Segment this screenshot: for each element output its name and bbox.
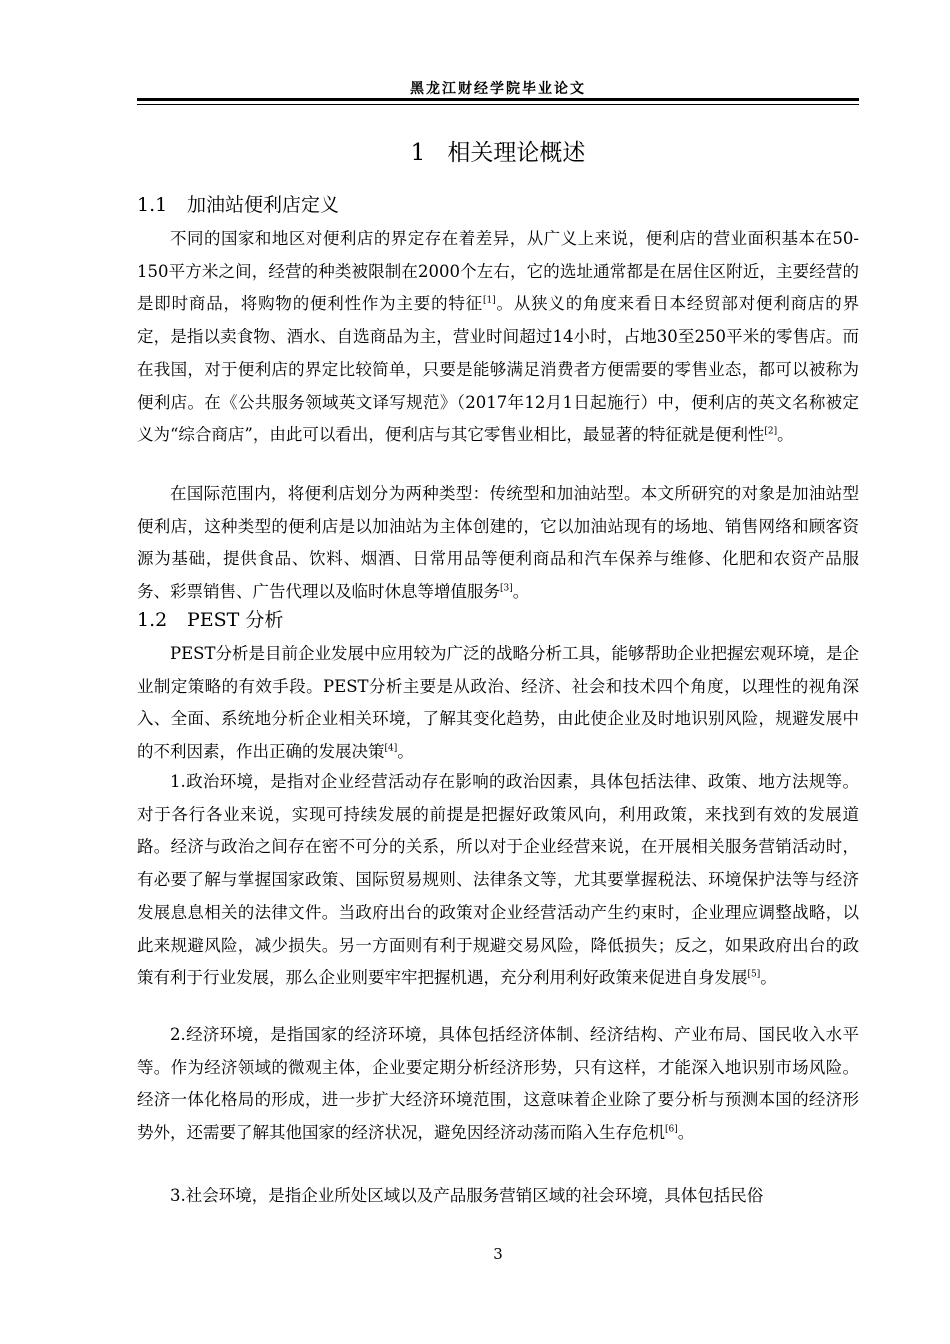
section-number: 1.1	[137, 194, 168, 216]
citation-ref: [3]	[500, 583, 513, 594]
citation-ref: [1]	[482, 295, 496, 306]
citation-ref: [5]	[747, 969, 761, 980]
section-number: 1.2	[137, 609, 168, 631]
paragraph-2: 在国际范围内，将便利店划分为两种类型：传统型和加油站型。本文所研究的对象是加油站型便利店，这种类型的便利店是以加油站为主体创建的，它以加油站现有的场地、销售网络和顾客资源为基础，提供食品、饮料、烟酒、日常用品等便利商品和汽车保养与维修、化肥和农资产品服务、彩票销售、广告代理以及临时休息等增值服务[3]。	[137, 484, 859, 602]
paragraph-5: 2.经济环境，是指国家的经济环境，具体包括经济体制、经济结构、产业布局、国民收入水平等。作为经济领域的微观主体，企业要定期分析经济形势，只有这样，才能深入地识别市场风险。经济一体化格局的形成，进一步扩大经济环境范围，这意味着企业除了要分析与预测本国的经济形势外，还需要了解其他国家的经济状况，避免因经济动荡而陷入生存危机[6]。	[137, 1025, 859, 1143]
running-header: 黑龙江财经学院毕业论文	[410, 81, 586, 97]
section-heading-1-1	[137, 190, 339, 217]
page-number: 3	[493, 1245, 503, 1263]
header-rule-thick	[137, 98, 859, 101]
citation-ref: [4]	[384, 743, 398, 754]
chapter-number: 1	[410, 140, 426, 166]
chapter-title: 相关理论概述	[447, 140, 586, 166]
paragraph-1: 不同的国家和地区对便利店的界定存在着差异，从广义上来说，便利店的营业面积基本在50-150平方米之间，经营的种类被限制在2000个左右，它的选址通常都是在居住区附近，主要经营的是即时商品，将购物的便利性作为主要的特征[1]。从狭义的角度来看日本经贸部对便利商店的界定，是指以卖食物、酒水、自选商品为主，营业时间超过14小时，占地30至250平米的零售店。而在我国，对于便利店的界定比较简单，只要是能够满足消费者方便需要的零售业态，都可以被称为便利店。在《公共服务领域英文译写规范》（2017年12月1日起施行）中，便利店的英文名称被定义为“综合商店”，由此可以看出，便利店与其它零售业相比，最显著的特征就是便利性[2]。	[137, 229, 860, 445]
section-title: 加油站便利店定义	[187, 194, 340, 216]
paragraph-4: 1.政治环境，是指对企业经营活动存在影响的政治因素，具体包括法律、政策、地方法规等。对于各行各业来说，实现可持续发展的前提是把握好政策风向，利用政策，来找到有效的发展道路。经济与政治之间存在密不可分的关系，所以对于企业经营来说，在开展相关服务营销活动时，有必要了解与掌握国家政策、国际贸易规则、法律条文等，尤其要掌握税法、环境保护法等与经济发展息息相关的法律文件。当政府出台的政策对企业经营活动产生约束时，企业理应调整战略，以此来规避风险，减少损失。另一方面则有利于规避交易风险，降低损失；反之，如果政府出台的政策有利于行业发展，那么企业则要牢牢把握机遇，充分利用利好政策来促进自身发展[5]。	[137, 772, 859, 988]
citation-ref: [2]	[764, 426, 778, 437]
citation-ref: [6]	[665, 1124, 678, 1135]
chapter-heading	[137, 134, 859, 167]
paragraph-6: 3.社会环境，是指企业所处区域以及产品服务营销区域的社会环境，具体包括民俗	[170, 1186, 764, 1205]
section-title: PEST 分析	[187, 609, 284, 631]
paragraph-3: PEST分析是目前企业发展中应用较为广泛的战略分析工具，能够帮助企业把握宏观环境，是企业制定策略的有效手段。PEST分析主要是从政治、经济、社会和技术四个角度，以理性的视角深入、全面、系统地分析企业相关环境，了解其变化趋势，由此使企业及时地识别风险，规避发展中的不利因素，作出正确的发展决策[4]。	[137, 644, 859, 762]
header-rule-thin	[137, 104, 859, 105]
section-heading-1-2	[137, 605, 283, 632]
